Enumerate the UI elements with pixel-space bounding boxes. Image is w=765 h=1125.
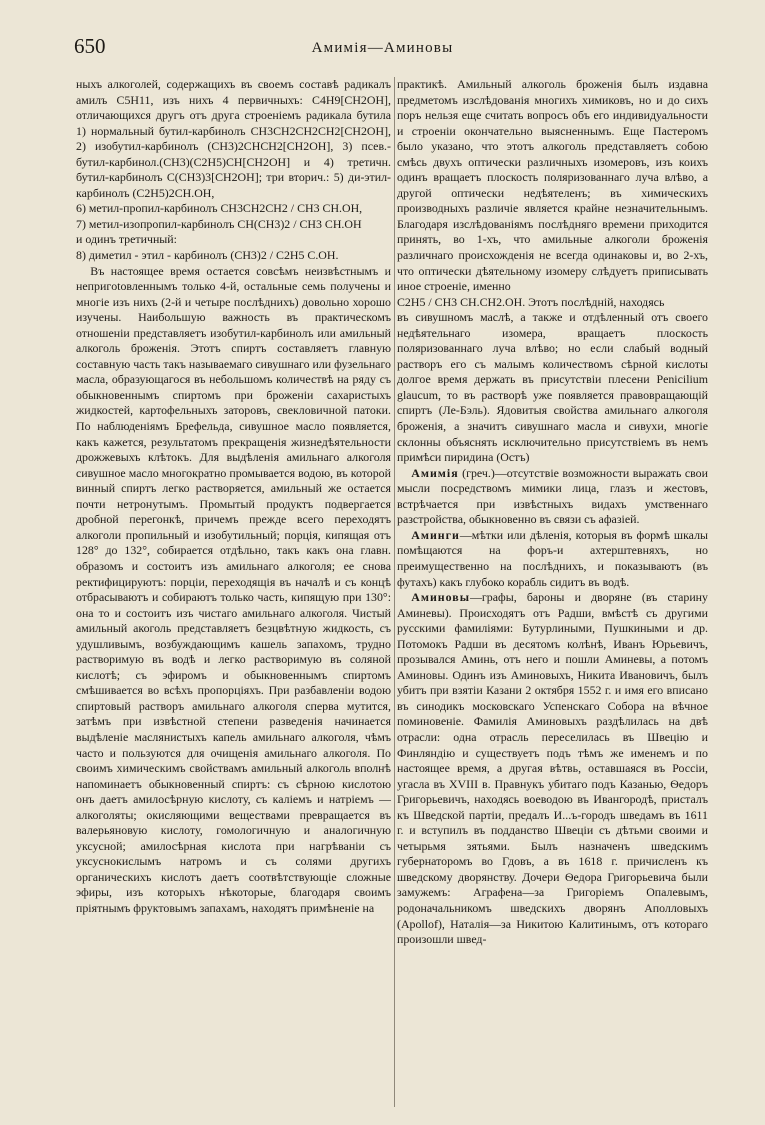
- continuation-paragraph: практикѣ. Амильный алкоголь броженія былъ издавна предметомъ изслѣдованія многихъ химиковъ, но и до сихъ поръ нельзя еще считать вопросъ объ его индивидуальности и строеніи окончательно выясненнымъ. Еще Пастеромъ было указано, что этотъ алкоголь представляетъ собою смѣсь двухъ оптически различныхъ изомеровъ, изъ коихъ одинъ вращаетъ плоскость поляризованнаго луча влѣво, а другой оптически недѣятеленъ; въ химическихъ производныхъ различіе является крайне незначительнымъ. Благодаря изслѣдованіямъ послѣдняго времени приходится принять, во 1-хъ, что амильные алкоголи броженія различнаго происхожденія не всегда одинаковы и, во 2-хъ, что оптически дѣятельному изомеру слѣдуетъ приписывать иное строеніе, именно: [397, 77, 708, 294]
- entry-headword: Амимія: [411, 465, 459, 480]
- right-column: [397, 77, 708, 1112]
- entry-headword: Аминги: [411, 527, 460, 542]
- body-paragraph: Въ настоящее время остается совсѣмъ неизвѣстнымъ и непригotовленнымъ только 4-й, остальные семь получены и многіе изъ нихъ (2-й и четыре послѣднихъ) довольно хорошо изучены. Наибольшую важность въ практическомъ отношеніи представляетъ изобутил-карбинолъ или амильный алкоголь броженія. Этотъ спиртъ составляетъ главную составную часть такъ называемаго сивушнаго или фузельнаго масла, образующагося въ небольшомъ количествѣ на ряду съ обыкновеннымъ спиртомъ при броженіи сахаристыхъ жидкостей, картофельныхъ заторовъ, свекловичной патоки. По наблюденіямъ Брефельда, сивушное масло появляется, какъ кажется, результатомъ прекращенія жизнедѣятельности дрожжевыхъ клѣтокъ. Для выдѣленія амильнаго алкоголя сивушное масло многократно промывается водою, въ которой винный спиртъ легко растворяется, амильный же остается почти нетронутымъ. Промытый продуктъ подвергается дробной перегонкѣ, причемъ прежде всего переходятъ алкоголи пропильный и изобутильный; порція, кипящая отъ 128° до 132°, собирается отдѣльно, такъ какъ она главн. образомъ и состоитъ изъ амильнаго алкоголя; ее снова ректифицируютъ: порціи, переходящія въ началѣ и съ концѣ отбрасываютъ и собираютъ только часть, кипящую при 130°: она то и состоитъ изъ чистаго амильнаго алкоголя. Чистый амильный акоголь представляетъ безцвѣтную жидкость, съ удушливымъ, возбуждающимъ кашель запахомъ, трудно растворимую въ водѣ и легко растворимую въ соляной кислотѣ; съ эфиромъ и обыкновеннымъ спиртомъ смѣшивается во всѣхъ пропорціяхъ. При разбавленіи водою спиртовый растворъ амильнаго алкоголя сперва мутится, затѣмъ при извѣстной степени разведенія начинается выдѣленіе маслянистыхъ капель амильнаго алкоголя, чѣмъ часто и пользуются для очищенія амильнаго алкоголя. По своимъ химическимъ свойствамъ амильный алкоголь вполнѣ напоминаетъ обыкновенный спиртъ: съ сѣрною кислотою онъ даетъ амилосѣрную кислоту, съ каліемъ и натріемъ — алкоголяты; окисляющими веществами превращается въ валерьяновую кислоту, гомологичную и аналогичную уксусной; амилосѣрная кислота при нагрѣваніи съ уксуснокислымъ натромъ и съ солями другихъ органическихъ кислотъ даетъ соотвѣтствующіе сложные эфиры, изъ которыхъ нѣкоторые, благодаря своимъ пріятнымъ фруктовымъ запахамъ, находятъ примѣненіе на: [76, 263, 391, 915]
- entry-amimia: [397, 466, 708, 528]
- continuation-paragraph-end: въ сивушномъ маслѣ, а также и отдѣленный отъ своего недѣятельнаго изомера, вращаетъ плоскость поляризованнаго луча влѣво; но если слабый водный растворъ его съ малымъ количествомъ сѣрной кислоты долгое время держать въ присутствіи плесени Penicilium glaucum, то въ растворѣ уже появляется правовращающій спиртъ (Ле-Бэль). Ядовитыя свойства амильнаго алкоголя броженія, а значитъ сивушнаго масла и сивухи, многіе склонны объяснять исключительно присутствіемъ въ немъ примѣси пиридина (Остъ): [397, 310, 708, 465]
- running-head: Амимія—Аминовы: [311, 40, 454, 56]
- entry-aminovy: [397, 590, 708, 948]
- formula-8: 8) диметил - этил - карбинолъ (CH3)2 / C2H5 C.OH.: [76, 248, 339, 263]
- formula-optically-active: C2H5 / CH3 CH.CH2.OH. Этотъ послѣдній, находясь: [397, 294, 665, 309]
- entry-text: —графы, бароны и дворяне (въ старину Аминевы). Происходятъ отъ Радши, вмѣстѣ съ другими русскими фамиліями: Бутурлиными, Пушкиными и др. Потомокъ Радши въ десятомъ колѣнѣ, Иванъ Юрьевичъ, прозывался Аминь, отъ него и пошли Аминевы, а потомъ Аминовы. Одинъ изъ Аминовыхъ, Никита Ивановичъ, былъ убитъ при взятіи Казани 2 октября 1552 г. и имя его вписано въ синодикъ московскаго Успенскаго Собора на вѣчное поминовеніе. Фамилія Аминовыхъ раздѣлилась на двѣ отрасли: одна отрасль переселилась въ Швецію и Финляндію и существуетъ подъ тѣмъ же именемъ и по настоящее время, а другая вѣтвь, оставшаяся въ Россіи, угасла въ XVIII в. Правнукъ убитаго подъ Казанью, Ѳедоръ Григорьевичъ, находясь воеводою въ Ивангородѣ, присталъ къ Шведской партіи, предалъ И...ъ-городъ шведамъ въ 1611 г. и вступилъ въ подданство Швеціи съ дѣтьми своими и четырьмя зятьями. Былъ назначенъ шведскимъ губернаторомъ во Гдовъ, а въ 1618 г. причисленъ къ шведскому дворянству. Дочери Ѳедора Григорьевича были замужемъ: Аграфена—за Григоріемъ Опалевымъ, родоначальникомъ шведскихъ дворянъ Аполловыхъ (Apollof), Наталія—за Никитою Калитинымъ, отъ котораго произошли швед-: [397, 590, 708, 947]
- entry-text: (греч.)—отсутствіе возможности выражать свои мысли посредствомъ мимики лица, глазъ и жестовъ, встрѣчается при извѣстныхъ видахъ умственнаго разстройства, обыкновенно въ связи съ афазіей.: [397, 465, 708, 527]
- column-divider: [394, 77, 395, 1107]
- entry-amingi: [397, 528, 708, 590]
- entry-headword: Аминовы: [411, 590, 471, 605]
- formula-7: 7) метил-изопропил-карбинолъ CH(CH3)2 / CH3 CH.OH: [76, 216, 362, 231]
- intro-paragraph: ныхъ алкоголей, содержащихъ въ своемъ составѣ радикалъ амилъ C5H11, изъ нихъ 4 первичныхъ: C4H9[CH2OH], отличающихся другъ отъ друга строеніемъ радикала бутила 1) нормальный бутил-карбинолъ CH3CH2CH2CH2[CH2OH], 2) изобутил-карбинолъ (CH3)2CHCH2[CH2OH], 3) псев.-бутил-карбинол.(CH3)(C2H5)CH[CH2OH] и 4) третичн. бутил-карбинолъ C(CH3)3[CH2OH]; три вторич.: 5) ди-этил-карбинолъ (C2H5)2CH.OH,: [76, 77, 391, 200]
- formula-7-note: и одинъ третичный:: [76, 232, 177, 247]
- formula-6: 6) метил-пропил-карбинолъ CH3CH2CH2 / CH3 CH.OH,: [76, 201, 363, 216]
- left-column: [76, 77, 391, 1112]
- entry-text: —мѣтки или дѣленія, которыя въ формѣ шкалы помѣщаются на форъ-и ахтерштевняхъ, но преимущественно на послѣднихъ, и показываютъ (въ футахъ) какъ глубоко корабль сидитъ въ водѣ.: [397, 527, 708, 589]
- page-number: 650: [74, 34, 106, 58]
